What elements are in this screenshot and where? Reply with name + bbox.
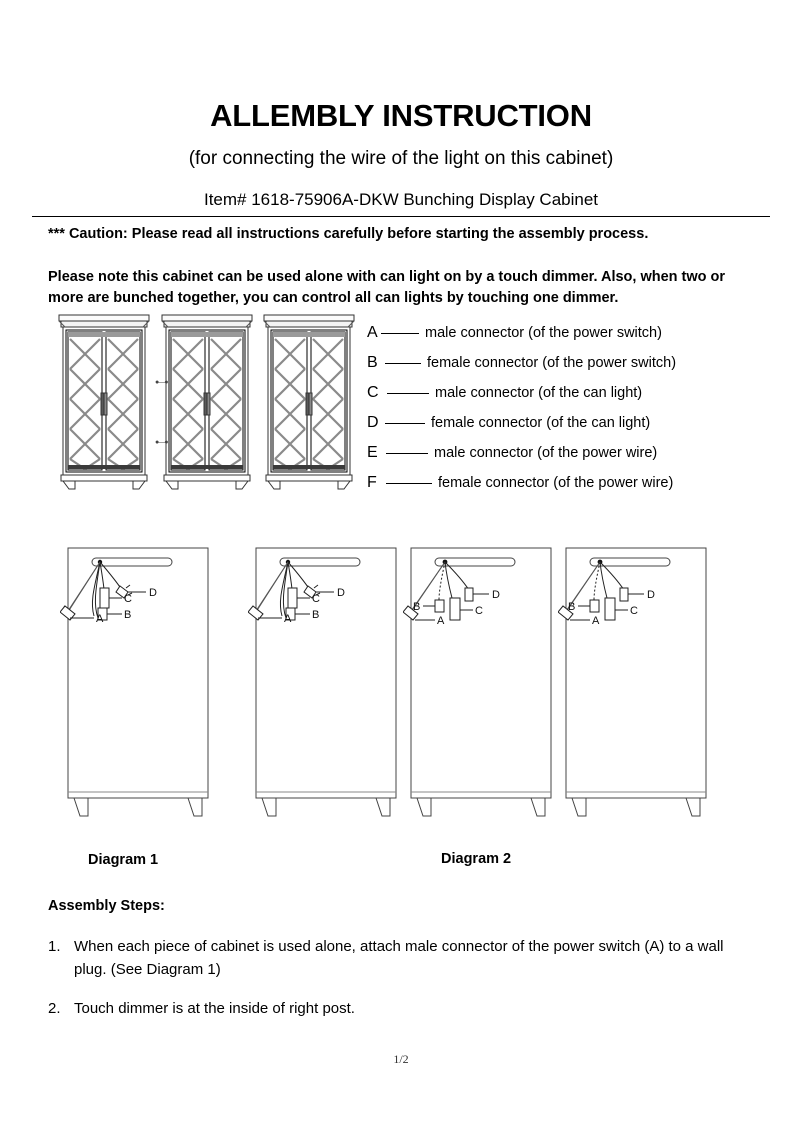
- legend-dash-b: [385, 363, 421, 364]
- legend-entry-d: [367, 408, 697, 438]
- wiring-panel-3: [403, 540, 553, 825]
- legend-letter-f: F: [367, 474, 377, 491]
- assembly-step-1-text: When each piece of cabinet is used alone, attach male connector of the power switch (A) to a wall plug. (See Diagram 1): [74, 938, 724, 978]
- legend-text-c: male connector (of the can light): [435, 385, 643, 401]
- wiring-label-d-4: D: [647, 589, 655, 601]
- legend-dash-d: [385, 423, 425, 424]
- assembly-steps-heading: Assembly Steps:: [48, 898, 165, 914]
- wiring-diagram-group: [55, 540, 735, 830]
- wiring-panel-4: [558, 540, 708, 825]
- page-subtitle: (for connecting the wire of the light on this cabinet): [188, 148, 614, 169]
- assembly-step-2-number: 2.: [48, 1000, 61, 1017]
- legend-text-f: female connector (of the power wire): [438, 475, 674, 491]
- wiring-label-c-1: C: [124, 593, 132, 605]
- wiring-label-c-2: C: [312, 593, 320, 605]
- cabinet-illustration-1: [57, 313, 151, 491]
- page-number: 1/2: [393, 1052, 409, 1066]
- legend-text-a: male connector (of the power switch): [425, 325, 662, 341]
- page-title: ALLEMBLY INSTRUCTION: [210, 98, 592, 133]
- wiring-label-b-2: B: [312, 609, 320, 621]
- header-divider: [32, 216, 770, 217]
- legend-entry-a: [367, 318, 697, 348]
- wiring-label-d-3: D: [492, 589, 500, 601]
- wiring-label-c-3: C: [475, 605, 483, 617]
- assembly-step-2-text: Touch dimmer is at the inside of right post.: [74, 1000, 355, 1017]
- legend-dash-a: [381, 333, 419, 334]
- wiring-label-d-1: D: [149, 587, 157, 599]
- legend-letter-a: A: [367, 324, 378, 341]
- usage-note-text: Please note this cabinet can be used alone with can light on by a touch dimmer. Also, when two or more are bunched together, you can control all can lights by touching one dimmer.: [48, 269, 726, 306]
- bunch-mark-upper: ●—●: [155, 379, 168, 386]
- bunch-mark-lower: ●—●: [155, 439, 168, 446]
- item-number-line: Item# 1618-75906A-DKW Bunching Display Cabinet: [203, 190, 599, 209]
- wiring-label-b-4: B: [568, 601, 576, 613]
- legend-entry-c: [367, 378, 697, 408]
- assembly-step-1-number: 1.: [48, 938, 61, 955]
- connector-legend: [367, 318, 697, 498]
- legend-text-e: male connector (of the power wire): [434, 445, 658, 461]
- diagram-2-caption: Diagram 2: [441, 851, 512, 867]
- legend-letter-e: E: [367, 444, 378, 461]
- wiring-panel-1: [60, 540, 210, 825]
- cabinet-illustration-2: [160, 313, 254, 491]
- wiring-label-a-4: A: [592, 615, 600, 627]
- legend-letter-b: B: [367, 354, 378, 371]
- legend-text-b: female connector (of the power switch): [427, 355, 677, 371]
- cabinet-illustration-group: [57, 313, 357, 493]
- legend-entry-e: [367, 438, 697, 468]
- legend-letter-c: C: [367, 384, 379, 401]
- legend-dash-e: [386, 453, 428, 454]
- cabinet-illustration-3: [262, 313, 356, 491]
- wiring-panel-2: [248, 540, 398, 825]
- legend-dash-c: [387, 393, 429, 394]
- wiring-label-a-2: A: [284, 613, 292, 625]
- legend-dash-f: [386, 483, 432, 484]
- wiring-label-b-1: B: [124, 609, 132, 621]
- caution-text: *** Caution: Please read all instructions carefully before starting the assembly process.: [48, 226, 649, 242]
- wiring-label-c-4: C: [630, 605, 638, 617]
- wiring-label-b-3: B: [413, 601, 421, 613]
- diagram-1-caption: Diagram 1: [88, 852, 159, 868]
- legend-entry-f: [367, 468, 697, 498]
- wiring-label-a-1: A: [96, 613, 104, 625]
- assembly-step-1: [48, 936, 747, 981]
- wiring-label-d-2: D: [337, 587, 345, 599]
- wiring-label-a-3: A: [437, 615, 445, 627]
- legend-entry-b: [367, 348, 697, 378]
- legend-letter-d: D: [367, 414, 379, 431]
- assembly-step-2: [48, 998, 747, 1021]
- legend-text-d: female connector (of the can light): [431, 415, 651, 431]
